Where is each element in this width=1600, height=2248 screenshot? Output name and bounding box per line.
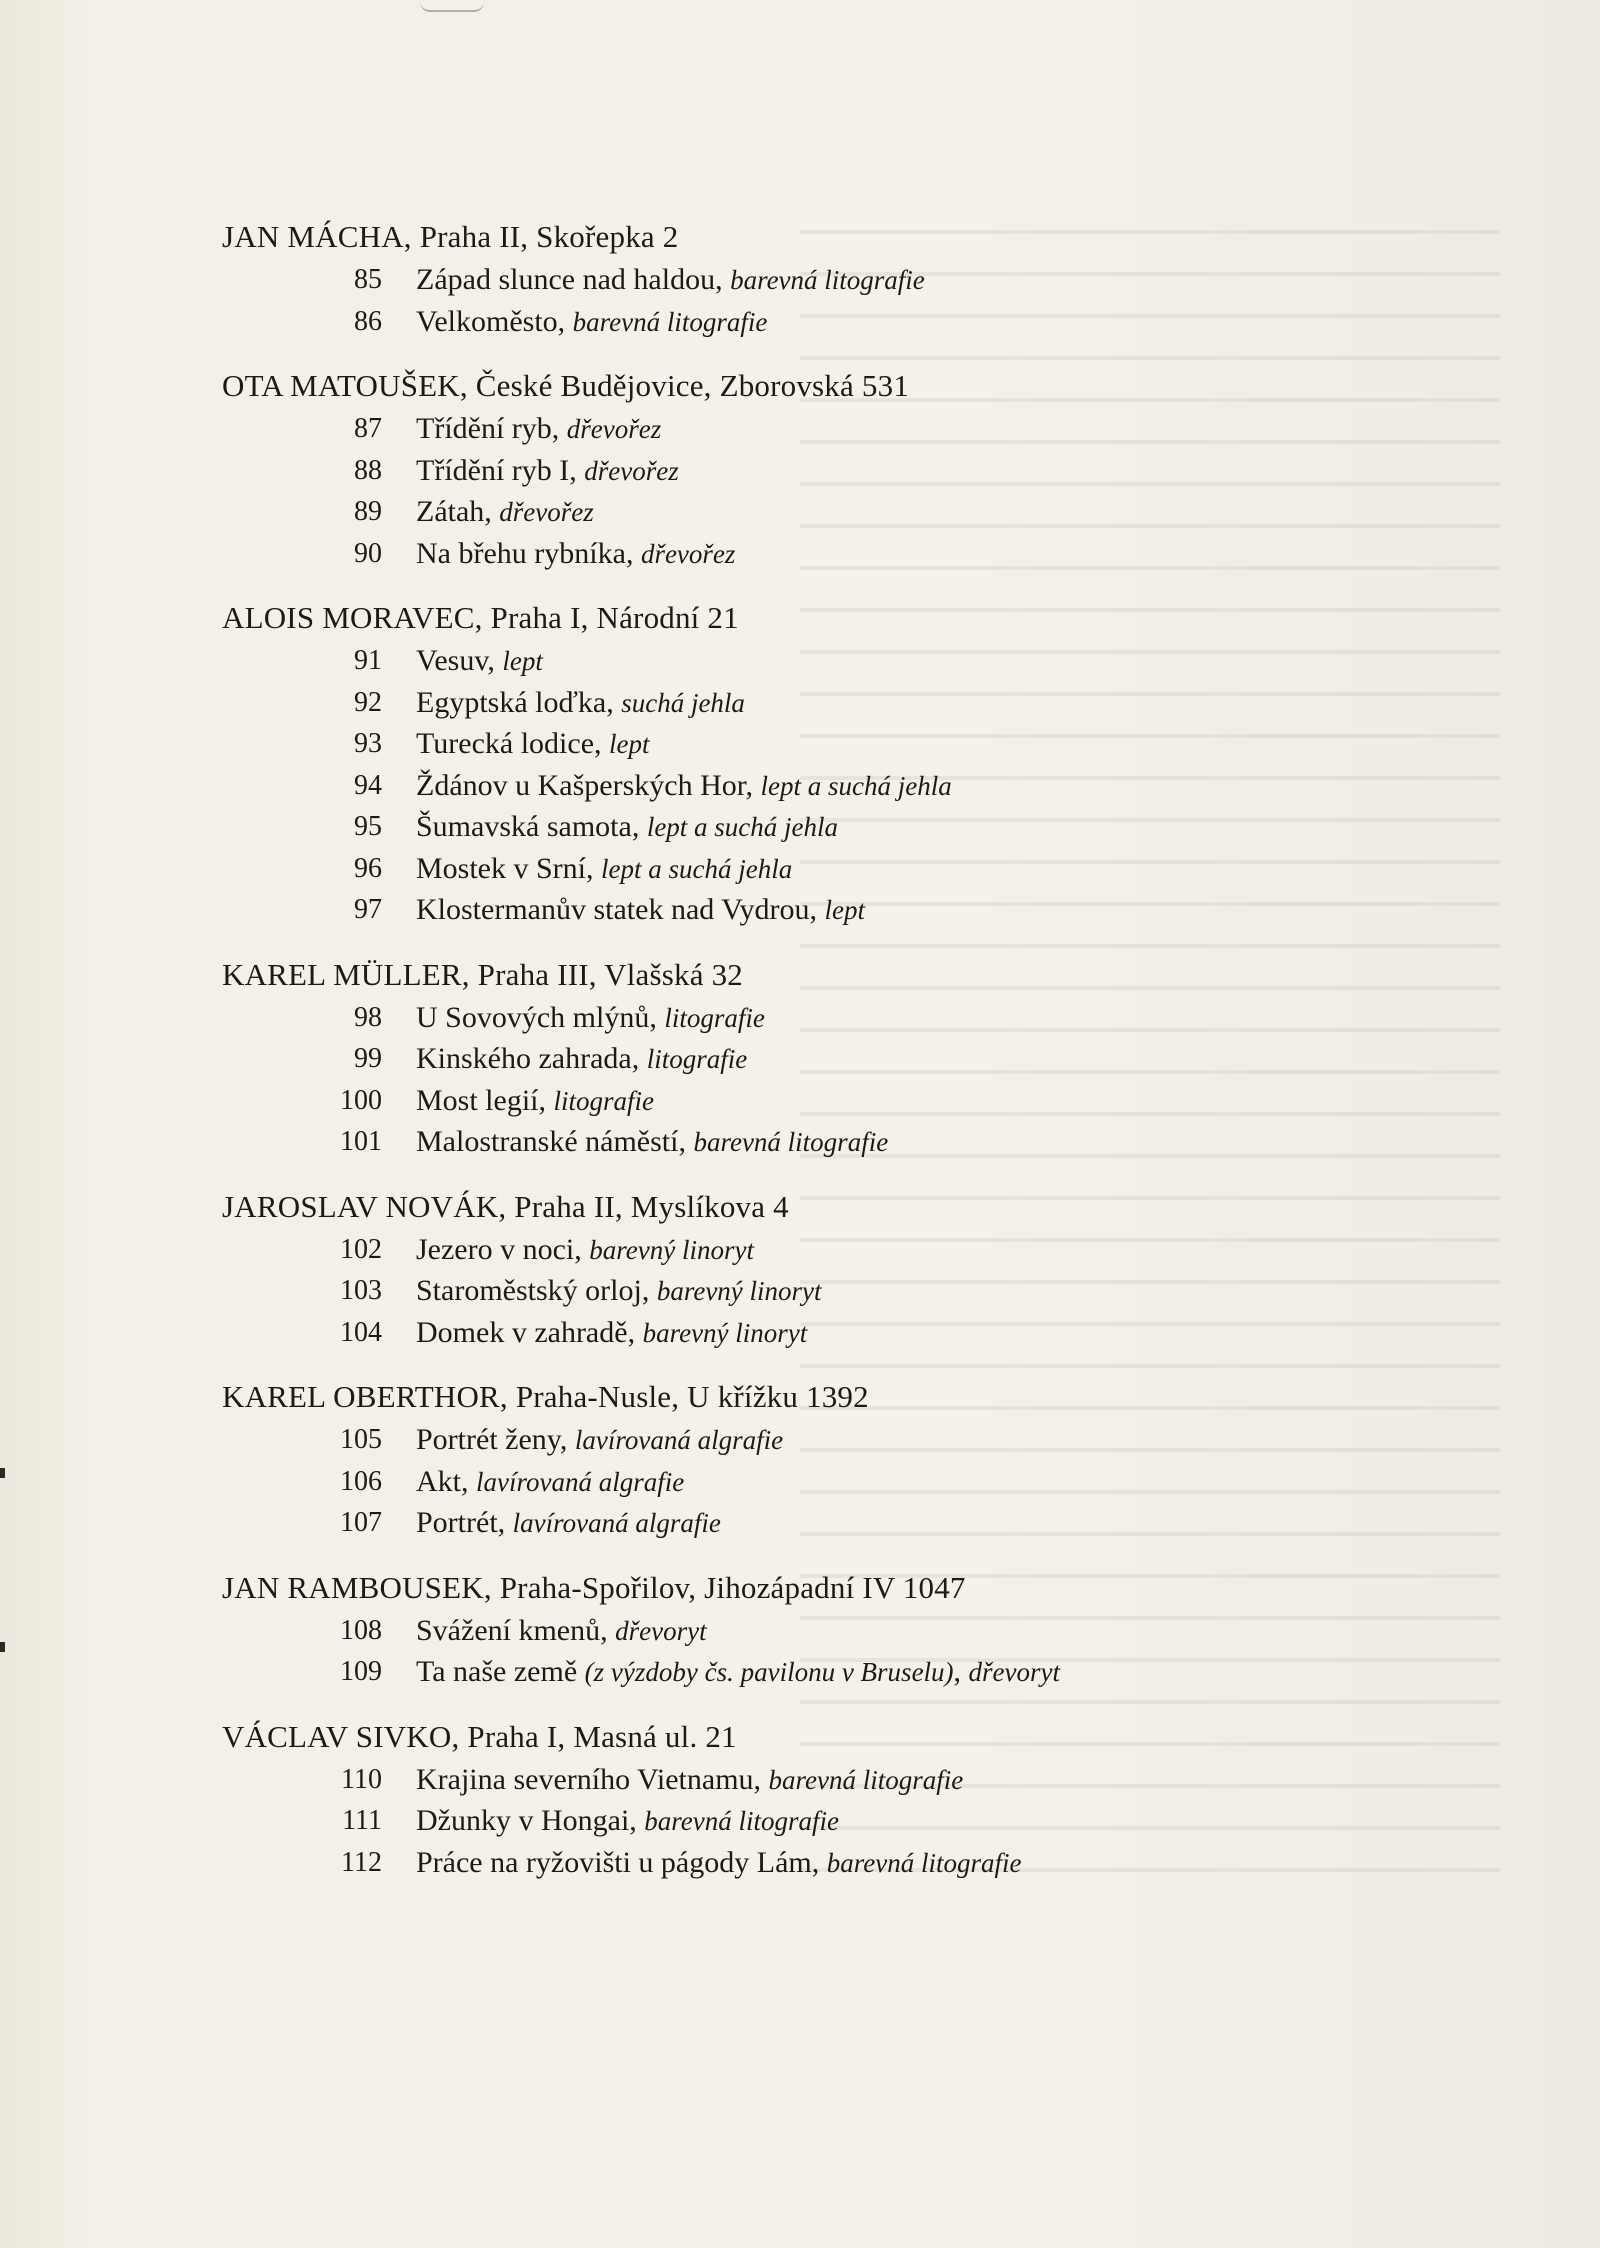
work-title: Ždánov u Kašperských Hor [416, 768, 746, 802]
work-number: 91 [354, 645, 382, 676]
work-technique: lept [824, 895, 866, 925]
work-technique: lept a suchá jehla [760, 770, 952, 801]
work-item [222, 408, 1402, 450]
work-title-line: Most legií, litografie [416, 1083, 655, 1117]
work-item [222, 1759, 1402, 1801]
work-title: Ta naše země [416, 1655, 578, 1688]
work-title: Kinského zahrada [416, 1042, 632, 1075]
work-note: (z výzdoby čs. pavilonu v Bruselu) [584, 1657, 954, 1687]
work-title: Krajina severního Vietnamu [416, 1762, 754, 1796]
work-item [222, 1229, 1402, 1271]
work-title-line: Třídění ryb, dřevořez [416, 412, 662, 445]
work-item [222, 1080, 1402, 1122]
work-item [222, 889, 1402, 931]
work-item [222, 1038, 1402, 1080]
work-technique: lept [502, 646, 543, 676]
work-title: Mostek v Srní [416, 851, 587, 885]
work-item [222, 997, 1402, 1039]
work-title-line: Krajina severního Vietnamu, barevná litografie [416, 1762, 964, 1796]
work-technique: barevná litografie [572, 306, 768, 337]
work-item [222, 640, 1402, 682]
work-technique: litografie [664, 1002, 765, 1033]
work-number: 112 [341, 1846, 382, 1878]
work-title: Klostermanův statek nad Vydrou [416, 893, 810, 926]
work-title-line: U Sovových mlýnů, litografie [416, 1000, 765, 1034]
work-number: 98 [354, 1001, 382, 1033]
work-title-line: Třídění ryb I, dřevořez [416, 453, 679, 487]
work-title-line: Ždánov u Kašperských Hor, lept a suchá jehla [416, 768, 952, 802]
artist-entry [222, 1566, 1402, 1693]
work-number: 96 [354, 852, 382, 884]
artist-header: KAREL OBERTHOR, Praha-Nusle, U křížku 1392 [222, 1379, 869, 1414]
work-technique: barevná litografie [730, 265, 925, 295]
artist-header: JAN RAMBOUSEK, Praha-Spořilov, Jihozápadní IV 1047 [222, 1569, 966, 1605]
work-title: Na břehu rybníka [416, 536, 626, 570]
work-item [222, 1842, 1402, 1884]
work-technique: lept a suchá jehla [646, 812, 839, 842]
work-title: Třídění ryb [416, 412, 552, 445]
work-number: 85 [354, 264, 382, 295]
work-technique: lept [609, 729, 650, 759]
work-title-line: Portrét ženy, lavírovaná algrafie [416, 1423, 784, 1456]
work-technique: litografie [646, 1044, 748, 1074]
work-technique: dřevořez [499, 497, 594, 527]
artist-header: ALOIS MORAVEC, Praha I, Národní 21 [222, 600, 739, 635]
work-title-line: Jezero v noci, barevný linoryt [416, 1232, 754, 1266]
work-title: Domek v zahradě [416, 1315, 628, 1349]
work-technique: dřevořez [584, 455, 679, 486]
work-title-line: Šumavská samota, lept a suchá jehla [416, 810, 839, 843]
artist-entry [222, 1375, 1402, 1544]
work-title-line: Mostek v Srní, lept a suchá jehla [416, 851, 793, 885]
work-item [222, 1800, 1402, 1842]
work-technique: barevný linoryt [642, 1317, 808, 1348]
page-top-mark [420, 2, 484, 12]
work-technique: barevná litografie [693, 1127, 889, 1157]
work-technique: barevný linoryt [589, 1234, 754, 1265]
work-number: 89 [354, 496, 382, 527]
work-item [222, 682, 1402, 724]
work-item [222, 806, 1402, 848]
work-title: Staroměstský orloj [416, 1274, 642, 1307]
artist-entry [222, 215, 1402, 342]
work-number: 102 [340, 1233, 382, 1265]
work-title: Svážení kmenů [416, 1613, 601, 1647]
work-title: Džunky v Hongai [416, 1804, 630, 1837]
work-number: 87 [354, 413, 382, 444]
work-title: Třídění ryb I [416, 453, 570, 487]
work-item [222, 301, 1402, 343]
work-title-line: Práce na ryžovišti u págody Lám, barevná litografie [416, 1845, 1022, 1879]
artist-header: VÁCLAV SIVKO, Praha I, Masná ul. 21 [222, 1718, 737, 1754]
work-number: 93 [354, 728, 382, 759]
work-technique: barevná litografie [768, 1764, 964, 1795]
artist-entry [222, 364, 1402, 574]
work-number: 106 [340, 1465, 382, 1497]
work-number: 107 [340, 1507, 382, 1538]
work-title-line: Na břehu rybníka, dřevořez [416, 536, 736, 570]
work-item [222, 533, 1402, 575]
work-number: 110 [341, 1763, 382, 1795]
artist-entry [222, 953, 1402, 1163]
work-technique: barevný linoryt [656, 1276, 822, 1306]
work-title: Šumavská samota [416, 810, 632, 843]
artist-header: JAROSLAV NOVÁK, Praha II, Myslíkova 4 [222, 1188, 789, 1224]
work-item [222, 1502, 1402, 1544]
work-title-line: Malostranské náměstí, barevná litografie [416, 1125, 889, 1158]
artist-entry [222, 1715, 1402, 1884]
work-item [222, 1651, 1402, 1693]
work-technique: lavírovaná algrafie [512, 1508, 721, 1538]
work-item [222, 1461, 1402, 1503]
work-item [222, 1419, 1402, 1461]
work-technique: lavírovaná algrafie [574, 1425, 784, 1455]
work-title-line: Klostermanův statek nad Vydrou, lept [416, 893, 866, 926]
work-item [222, 1312, 1402, 1354]
work-technique: dřevoryt [968, 1657, 1061, 1687]
work-number: 90 [354, 537, 382, 569]
work-number: 86 [354, 305, 382, 337]
work-title: Západ slunce nad haldou [416, 263, 716, 296]
exhibit-catalog-list [222, 215, 1402, 1905]
work-item [222, 450, 1402, 492]
work-title: U Sovových mlýnů [416, 1000, 650, 1034]
work-title: Jezero v noci [416, 1232, 575, 1266]
work-number: 97 [354, 894, 382, 925]
work-title: Portrét [416, 1506, 498, 1539]
work-title-line: Portrét, lavírovaná algrafie [416, 1506, 721, 1539]
work-technique: barevná litografie [644, 1806, 840, 1836]
work-technique: dřevoryt [615, 1615, 707, 1646]
work-title: Portrét ženy [416, 1423, 560, 1456]
artist-header: KAREL MÜLLER, Praha III, Vlašská 32 [222, 956, 743, 992]
work-item [222, 1270, 1402, 1312]
work-number: 109 [340, 1656, 382, 1687]
work-number: 99 [354, 1043, 382, 1074]
work-title: Akt [416, 1464, 461, 1498]
work-technique: lavírovaná algrafie [476, 1466, 685, 1497]
work-technique: dřevořez [640, 538, 736, 569]
artist-entry [222, 596, 1402, 931]
work-technique: dřevořez [566, 414, 662, 444]
work-title: Malostranské náměstí [416, 1125, 679, 1158]
work-item [222, 1121, 1402, 1163]
work-title-line: Džunky v Hongai, barevná litografie [416, 1804, 840, 1837]
work-technique: litografie [553, 1085, 655, 1116]
work-item [222, 491, 1402, 533]
work-title: Turecká lodice [416, 727, 595, 760]
work-item [222, 259, 1402, 301]
work-number: 88 [354, 454, 382, 486]
margin-mark [0, 1642, 5, 1652]
artist-header: OTA MATOUŠEK, České Budějovice, Zborovská 531 [222, 368, 910, 403]
work-technique: barevná litografie [826, 1847, 1022, 1878]
work-title: Velkoměsto [416, 304, 558, 338]
margin-mark [0, 1468, 5, 1478]
work-title-line: Zátah, dřevořez [416, 495, 594, 528]
work-title-line: Svážení kmenů, dřevoryt [416, 1613, 707, 1647]
artist-entry [222, 1185, 1402, 1354]
work-title-line: Velkoměsto, barevná litografie [416, 304, 768, 338]
work-title: Egyptská loďka [416, 685, 607, 719]
work-title-line: Ta naše země (z výzdoby čs. pavilonu v Bruselu), dřevoryt [416, 1655, 1061, 1688]
work-item [222, 723, 1402, 765]
work-number: 103 [340, 1275, 382, 1306]
artist-header: JAN MÁCHA, Praha II, Skořepka 2 [222, 219, 679, 254]
work-title-line: Domek v zahradě, barevný linoryt [416, 1315, 808, 1349]
work-number: 92 [354, 686, 382, 718]
work-title: Zátah [416, 495, 485, 528]
work-title-line: Kinského zahrada, litografie [416, 1042, 748, 1075]
work-title: Práce na ryžovišti u págody Lám [416, 1845, 812, 1879]
work-number: 95 [354, 811, 382, 842]
work-title: Vesuv [416, 644, 488, 677]
work-title-line: Akt, lavírovaná algrafie [416, 1464, 685, 1498]
work-technique: lept a suchá jehla [601, 853, 793, 884]
work-number: 100 [340, 1084, 382, 1116]
work-title-line: Vesuv, lept [416, 644, 543, 677]
work-technique: suchá jehla [621, 687, 745, 718]
work-title-line: Západ slunce nad haldou, barevná litografie [416, 263, 925, 296]
work-title-line: Turecká lodice, lept [416, 727, 650, 760]
work-item [222, 765, 1402, 807]
work-item [222, 848, 1402, 890]
work-number: 108 [340, 1614, 382, 1646]
work-title-line: Egyptská loďka, suchá jehla [416, 685, 745, 719]
work-title: Most legií [416, 1083, 539, 1117]
work-number: 105 [340, 1424, 382, 1455]
work-number: 104 [340, 1316, 382, 1348]
work-number: 101 [340, 1126, 382, 1157]
work-title-line: Staroměstský orloj, barevný linoryt [416, 1274, 822, 1307]
work-number: 94 [354, 769, 382, 801]
work-number: 111 [342, 1805, 382, 1836]
work-item [222, 1610, 1402, 1652]
